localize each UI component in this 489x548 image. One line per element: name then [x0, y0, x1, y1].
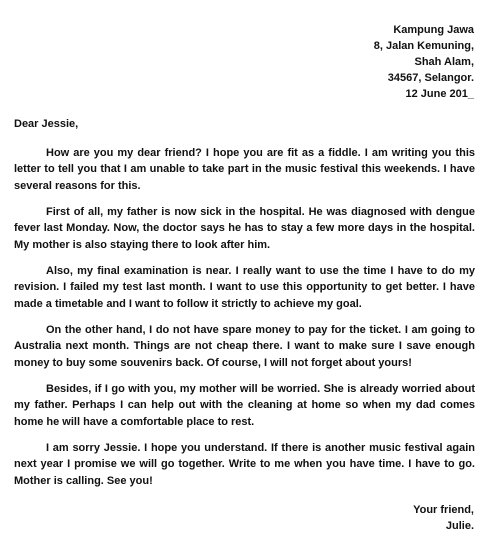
paragraph-5: Besides, if I go with you, my mother will be worried. She is already worried about my father. Perhaps I can help out with the cleaning at home so when my dad comes home he will have a comfortable place to rest. — [14, 383, 475, 428]
letter-date: 12 June 201_ — [405, 88, 474, 100]
paragraph-2: First of all, my father is now sick in the hospital. He was diagnosed with dengue fever last Monday. Now, the doctor says he has to stay a few more days in the hospital. My mother is also staying there to look after him. — [14, 206, 475, 251]
paragraph-4: On the other hand, I do not have spare money to pay for the ticket. I am going to Australia next month. Things are not cheap there. I want to make sure I save enough money to buy some souvenirs back. Of course, I will not forget about yours! — [14, 324, 475, 369]
salutation: Dear Jessie, — [14, 118, 79, 130]
signature: Julie. — [445, 520, 474, 532]
address-line-3: Shah Alam, — [414, 56, 474, 68]
letter — [14, 0, 476, 548]
closing — [413, 502, 474, 534]
paragraph-1: How are you my dear friend? I hope you are fit as a fiddle. I am writing you this letter to tell you that I am unable to take part in the music festival this weekends. I have several reasons for this. — [14, 147, 475, 192]
address-line-4: 34567, Selangor. — [387, 72, 474, 84]
sender-address — [374, 22, 474, 102]
paragraph-3: Also, my final examination is near. I really want to use the time I have to do my revision. I failed my test last month. I want to use this opportunity to get better. I have made a timetable and I want to follow it strictly to achieve my goal. — [14, 265, 475, 310]
address-line-1: Kampung Jawa — [393, 24, 474, 36]
address-line-2: 8, Jalan Kemuning, — [373, 40, 474, 52]
closing-line: Your friend, — [413, 504, 474, 516]
paragraph-6: I am sorry Jessie. I hope you understand. If there is another music festival again next year I promise we will go together. Write to me when you have time. I have to go. Mother is calling. See you! — [14, 442, 475, 487]
